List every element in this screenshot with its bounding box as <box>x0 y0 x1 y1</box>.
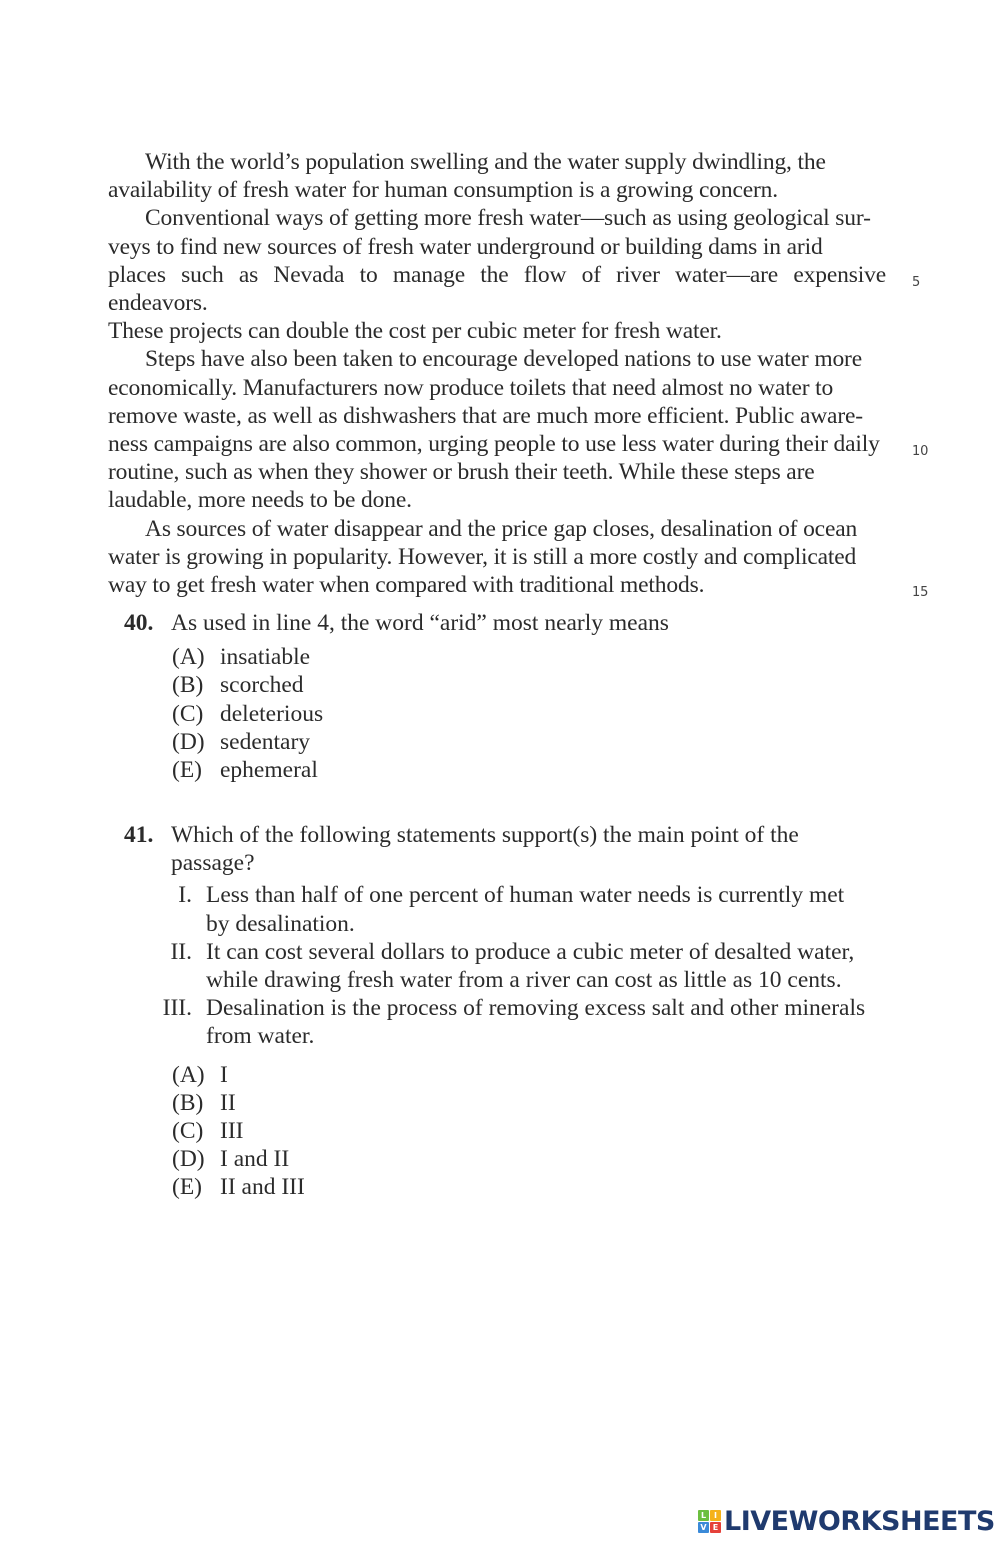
option-label: (E) <box>172 757 203 784</box>
passage-line: These projects can double the cost per cubic meter for fresh water. <box>108 318 722 345</box>
passage-line-text: way to get fresh water when compared with traditional methods. <box>108 572 705 599</box>
answer-options <box>172 643 851 784</box>
statement-ii <box>124 938 866 994</box>
passage-line: veys to find new sources of fresh water underground or building dams in arid <box>108 233 823 260</box>
passage-line: As sources of water disappear and the price gap closes, desalination of ocean <box>145 515 858 542</box>
question-text: Which of the following statements support(s) the main point of the passage? <box>171 822 799 877</box>
passage-line-15 <box>108 571 929 601</box>
passage-line: economically. Manufacturers now produce toilets that need almost no water to <box>108 374 834 401</box>
passage-line: routine, such as when they shower or brush their teeth. While these steps are <box>108 459 815 486</box>
option-text: II <box>220 1089 236 1116</box>
answer-option-e[interactable] <box>172 1173 866 1201</box>
option-text: I <box>220 1061 228 1088</box>
passage-line: Conventional ways of getting more fresh water—such as using geological sur- <box>145 205 871 232</box>
question-number: 41. <box>124 822 154 848</box>
passage-paragraph-4 <box>108 515 929 601</box>
line-number: 10 <box>912 444 929 460</box>
statement-text: Less than half of one percent of human water needs is currently met by desalination. <box>206 882 845 937</box>
option-label: (D) <box>172 728 205 755</box>
option-label: (C) <box>172 700 204 727</box>
passage-line: availability of fresh water for human consumption is a growing concern. <box>108 177 779 204</box>
passage-paragraph-3 <box>108 345 929 514</box>
passage-line-text: places such as Nevada to manage the flow of river water—are expensive endeavors. <box>108 261 886 317</box>
statement-number: III. <box>162 995 192 1022</box>
option-text: insatiable <box>220 644 311 671</box>
option-text: III <box>220 1118 244 1145</box>
answer-option-e[interactable] <box>172 756 851 784</box>
answer-option-c[interactable] <box>172 700 851 728</box>
roman-statements <box>124 881 866 1050</box>
question-41 <box>124 821 866 1202</box>
line-number: 15 <box>912 585 929 601</box>
passage-line: remove waste, as well as dishwashers that are much more efficient. Public aware- <box>108 402 863 429</box>
logo-square-v: V <box>698 1522 709 1533</box>
statement-text: Desalination is the process of removing excess salt and other minerals from water. <box>206 995 866 1050</box>
passage-paragraph-1 <box>108 148 886 204</box>
option-label: (C) <box>172 1118 204 1145</box>
logo-square-i: I <box>710 1510 721 1521</box>
passage-paragraph-2 <box>108 204 921 345</box>
passage-line: water is growing in popularity. However, it is still a more costly and complicated <box>108 543 857 570</box>
statement-number: II. <box>170 938 192 965</box>
logo-square-l: L <box>698 1510 709 1521</box>
option-label: (E) <box>172 1174 203 1201</box>
statement-text: It can cost several dollars to produce a cubic meter of desalted water, while drawing fresh water from a river can cost as little as 10 cents. <box>206 938 855 994</box>
logo-square-e: E <box>710 1522 721 1533</box>
passage-line: laudable, more needs to be done. <box>108 487 412 514</box>
question-text: As used in line 4, the word “arid” most nearly means <box>171 610 669 636</box>
option-label: (D) <box>172 1146 205 1173</box>
statement-iii <box>124 994 866 1050</box>
option-text: sedentary <box>220 728 311 755</box>
option-text: II and III <box>220 1174 305 1201</box>
line-number: 5 <box>912 274 921 290</box>
option-text: deleterious <box>220 700 324 727</box>
passage-line: Steps have also been taken to encourage developed nations to use water more <box>145 346 862 373</box>
question-number: 40. <box>124 610 154 636</box>
logo-text: LIVEWORKSHEETS <box>724 1506 995 1537</box>
option-label: (A) <box>172 1061 205 1088</box>
passage-line-5 <box>108 261 921 317</box>
statement-number: I. <box>178 882 192 909</box>
statement-i <box>124 881 866 937</box>
option-label: (B) <box>172 1089 204 1116</box>
logo-icon <box>698 1510 721 1533</box>
passage-line-text: ness campaigns are also common, urging people to use less water during their daily <box>108 431 880 458</box>
option-label: (A) <box>172 644 205 671</box>
passage-line: With the world’s population swelling and the water supply dwindling, the <box>145 149 826 175</box>
answer-option-a[interactable] <box>172 1061 866 1089</box>
option-text: scorched <box>220 672 304 699</box>
option-text: I and II <box>220 1146 290 1173</box>
answer-option-c[interactable] <box>172 1117 866 1145</box>
reading-passage <box>108 148 929 601</box>
question-40 <box>124 609 851 784</box>
liveworksheets-logo[interactable] <box>698 1506 995 1537</box>
answer-option-d[interactable] <box>172 1145 866 1173</box>
answer-option-d[interactable] <box>172 728 851 756</box>
answer-option-b[interactable] <box>172 671 851 699</box>
passage-line-10 <box>108 430 929 460</box>
answer-option-a[interactable] <box>172 643 851 671</box>
answer-option-b[interactable] <box>172 1089 866 1117</box>
answer-options <box>172 1061 866 1202</box>
option-text: ephemeral <box>220 757 318 784</box>
option-label: (B) <box>172 672 204 699</box>
